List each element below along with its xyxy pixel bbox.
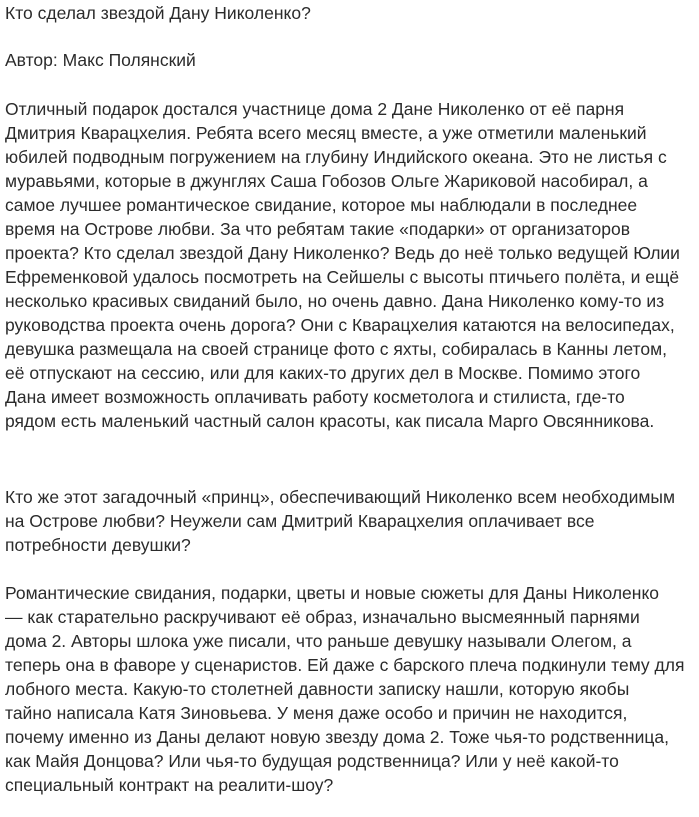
text-line: почему именно из Даны делают новую звезду дома 2. Тоже чья-то родственница,	[5, 727, 669, 747]
text-line: Отличный подарок достался участнице дома 2 Дане Николенко от её парня	[5, 99, 625, 119]
text-line: теперь она в фаворе у сценаристов. Ей даже с барского плеча подкинули тему для	[5, 655, 685, 675]
text-line: несколько красивых свиданий было, но очень давно. Дана Николенко кому-то из	[5, 291, 665, 311]
text-line: на Острове любви? Неужели сам Дмитрий Кварацхелия оплачивает все	[5, 511, 595, 531]
text-line: Романтические свидания, подарки, цветы и новые сюжеты для Даны Николенко	[5, 583, 660, 603]
text-line: Дмитрия Кварацхелия. Ребята всего месяц вместе, а уже отметили маленький	[5, 123, 647, 143]
text-line: Дана имеет возможность оплачивать работу косметолога и стилиста, где-то	[5, 387, 625, 407]
article-author: Автор: Макс Полянский	[5, 50, 196, 70]
text-line: специальный контракт на реалити-шоу?	[5, 775, 334, 795]
text-line: лобного места. Какую-то столетней давности записку нашли, которую якобы	[5, 679, 630, 699]
text-line: её отпускают на сессию, или для каких-то других дел в Москве. Помимо этого	[5, 363, 641, 383]
text-line: муравьями, которые в джунглях Саша Гобозов Ольге Жариковой насобирал, а	[5, 171, 648, 191]
text-line: проекта? Кто сделал звездой Дану Николенко? Ведь до неё только ведущей Юлии	[5, 243, 680, 263]
text-line: — как старательно раскручивают её образ, изначально высмеянный парнями	[5, 607, 640, 627]
text-line: Ефременковой удалось посмотреть на Сейшелы с высоты птичьего полёта, и ещё	[5, 267, 680, 287]
text-line: как Майя Донцова? Или чья-то будущая родственница? Или у неё какой-то	[5, 751, 619, 771]
article-title: Кто сделал звездой Дану Николенко?	[5, 3, 311, 23]
text-line: рядом есть маленький частный салон красоты, как писала Марго Овсянникова.	[5, 411, 655, 431]
text-line: девушка размещала на своей странице фото с яхты, собиралась в Канны летом,	[5, 339, 667, 359]
text-line: потребности девушки?	[5, 535, 191, 555]
text-line: руководства проекта очень дорога? Они с Кварацхелия катаются на велосипедах,	[5, 315, 675, 335]
text-line: юбилей подводным погружением на глубину Индийского океана. Это не листья с	[5, 147, 667, 167]
text-line: Кто же этот загадочный «принц», обеспечивающий Николенко всем необходимым	[5, 487, 675, 507]
text-line: дома 2. Авторы шлока уже писали, что раньше девушку называли Олегом, а	[5, 631, 632, 651]
text-line: тайно написала Катя Зиновьева. У меня даже особо и причин не находится,	[5, 703, 628, 723]
text-line: время на Острове любви. За что ребятам такие «подарки» от организаторов	[5, 219, 630, 239]
text-line: самое лучшее романтическое свидание, которое мы наблюдали в последнее	[5, 195, 638, 215]
